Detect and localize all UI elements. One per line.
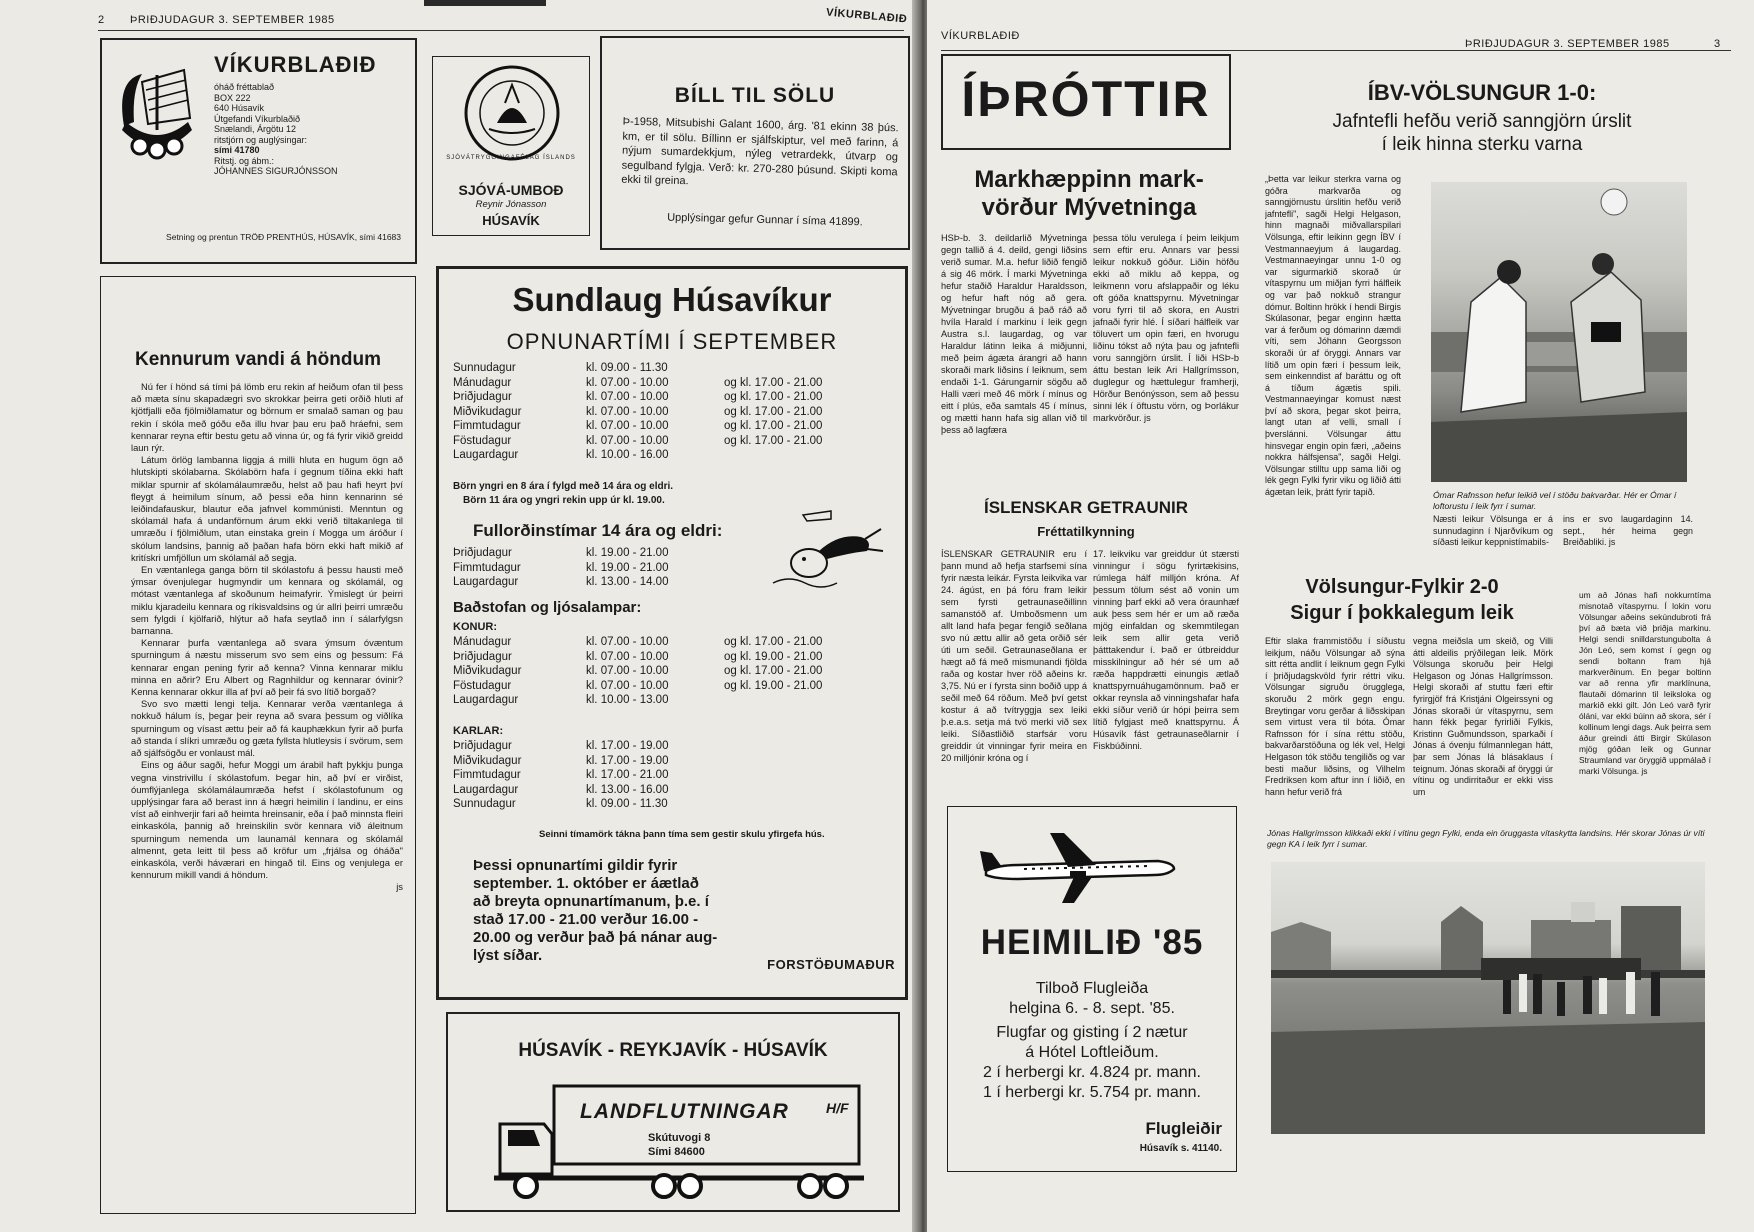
seal-text: SJÓVÁTRYGGINGAFÉLAG ÍSLANDS (446, 155, 576, 161)
fylkir-column-1: Eftir slaka frammistöðu í síðustu leikjum, náðu Völsungar að sýna sitt rétta andlit í leiknum gegn Fylki í þriðjudagskvöld fyrir réttri viku. Völsungar sigruðu örugglega, skoruðu 2 mörk gegn engu. Breytingar voru gerðar á liðsskipan sem virtust vera til bóta. Ómar Rafnsson fór í sína réttu stöðu, bakvarðarstöðuna og lék vel, Helgi Helgason tók stöðu tengiliðs og var besti maður liðsins, og Vilhelm Fredriksen kom aftur inn í liðið, en hann hefur verið frá (1265, 636, 1405, 797)
pool-subtitle: OPNUNARTÍMI Í SEPTEMBER (506, 329, 838, 354)
airplane-icon (978, 831, 1178, 911)
getraunir-subhead: Fréttatilkynning (1037, 524, 1135, 539)
car-ad-contact: Upplýsingar gefur Gunnar í síma 41899. (667, 211, 863, 229)
ibv-subhead: Jafntefli hefðu verið sanngjörn úrslit í leik hinna sterku varna (1332, 111, 1632, 155)
freight-phone: Sími 84600 (648, 1146, 705, 1158)
car-ad-body: Þ-1958, Mitsubishi Galant 1600, árg. '81 ekinn 38 þús. km, er til sölu. Bíllinn er sjálfskiptur, vel með farinn, á nýjum sumardekkjum, nýleg vetrardekk, útvarp og segulband fylgja. Verð: kr. 270-280 þúsund. Skipti koma ekki til greina. (621, 115, 899, 188)
folio-number: 2 (98, 14, 105, 26)
getraunir-column-1: ÍSLENSKAR GETRAUNIR eru í þann mund að hefja starfsemi sína fyrir næsta leikár. Fyrsta leikvika var 24. ágúst, en þá fóru fram leikir sem fyrsti getraunaseðillinn samanstóð af. Umboðsmenn um allt land hafa þegar fengið seðlana svo nú ættu allir að geta orðið sér úti um seðil. Getraunaseðlana er hægt að fá með mismunandi fjölda raða og kostar hver röð aðeins kr. 3,75. Nú er í fyrsta sinn boðið upp á seðil með 64 röðum. Með því getst kostur á að tvítryggja sex leiki þ.e.a.s. setja má tvö merki við sex leiki. Síðastliðið starfsár voru greiddir út vinningar fyrir meira en 20 milljónir króna og í (941, 549, 1087, 763)
pool-signature: FORSTÖÐUMAÐUR (767, 957, 895, 972)
schedule-row: Fimmtudagur kl. 17.00 - 21.00 (453, 769, 669, 782)
sjova-name: SJÓVÁ-UMBOÐ (458, 182, 564, 198)
swimmer-cartoon-icon (769, 507, 889, 589)
schedule-row: Fimmtudagur kl. 19.00 - 21.00 (453, 561, 669, 574)
freight-ad (446, 1012, 900, 1212)
schedule-row: Sunnudagur kl. 09.00 - 11.30 (453, 362, 668, 375)
freight-suffix: H/F (826, 1100, 849, 1116)
ibv-body-2a: Næsti leikur Völsunga er á sunnudaginn í Njarðvíkum og síðasti leikur keppnistímabils- (1433, 514, 1553, 548)
heimilid-offer: Tilboð Flugleiða helgina 6. - 8. sept. '85. Flugfar og gisting í 2 nætur á Hótel Loftleiðum. 2 í herbergi kr. 4.824 pr. mann. 1 í herbergi kr. 5.754 pr. mann. (983, 980, 1201, 1101)
fylkir-column-3: um að Jónas hafi nokkurntíma misnotað vítaspyrnu. Í lokin voru Völsungar aðeins sekúndubroti frá því að bæta við þriðja markinu. Helgi sendi snilldarstungubolta á Jón Leó, sem komst í gegn og sendi boltann fram hjá markverðinum. En þegar boltinn var að renna yfir marklínuna, flautaði dómarinn til leiksloka og markið ekki gilt. Jón Leó varð fyrir óláni, var ekki búinn að skora, sér í kollinum lengi dags. Auk þeirra sem áður greindi átti Birgir Skúlason mjög góðan leik og Gunnar Straumland var öryggið uppmálað í marki Völsunga. js (1579, 590, 1711, 776)
folio-paper-name: VÍKURBLAÐIÐ (941, 30, 1020, 42)
editorial-box (100, 276, 416, 1214)
editorial-body: Nú fer í hönd sá tími þá lömb eru rekin af heiðum ofan til þess að mæta sínu skapadægri svo skrokkar þeirra geti orðið hluti af kjötfjalli eða fjölmiðlamatur og börnum er smalað saman og þau rekin í skóla með góðu eða illu hvar þau eru það hráefni, sem kennarar reyna eftir bestu getu að vinna úr, og fá fyrir vikið greidd laun rýr. Látum örlög lambanna liggja á milli hluta en hugum ögn að hlutskipti skólabarna. Skólabörn hafa í gegnum tíðina ekki haft miklar spurnir af skólamálaumræðu, helst að þau hafi heyrt því fleygt á heimilum sínum, að þessi eða hinn kennarinn sé leiðindafauskur, blautur eða jafnvel kommúnisti. Menntun og skólamál hafa á undanförnum árum ekki verið tiltakanlega til umræðu í fjölmiðlum, utan einstaka grein í Mogga um áróður í skólum landsins, þannig að þaðan hafa börn ekki haft mikið af kritískri umfjöllun um skólamál að segja. En væntanlega ganga börn til skólastofu á þessu hausti með ýmsar óvenjulegar hugmyndir um kennara og skólamál, og mótast væntanlega af skoðunum heimafyrir. Ýmislegt úr þeirri miklu kjaradeilu kennara og ríkisvaldsins og úr allri þeirri umræðu sem fylgdi í kjölfarið, hlýtur að hafa seytlað inn í sálarfylgsn barnanna. Kennarar þurfa væntanlega að svara ýmsum óvæntum spurningum á næstu misserum svo sem eins og þessum: Fá kennarar engan pening fyrir að kenna? Vinna kennarar miklu minna en aðrir? Eru Albert og Ragnhildur og kennarar óvinir? Kenna kennarar okkur illa af því að þeir fá svo lítið borgað? Svo svo mætti lengi telja. Kennarar verða væntanlega á nokkuð hálum ís, þegar þeir reyna að svara þessum og viðlíka spurningum og vísast ættu þeir að fá kauphækkun fyrir að þurfa að standa í slíkri umræðu og gæta fyllsta hlutleysis í svörum, sem að sjálfsögðu er vonlaust mál. Eins og áður sagði, hefur Moggi um árabil haft þykkju þunga vegna vinstrivillu í skólastofum. Þegar hin, að því er virðist, óumflýjanlega skólamálaumræða hefst í skólastofunum og upplýsingar fara að berast inn á hægri heimilin í landinu, er eins víst að einhverjir fari að heimta hreinsanir, eða í það minnsta fleiri einkaskóla, þannig að hreinskilin svör kennara við áleitnum spurningum nemenda um launamál kennara og skólamál almennt, geta leitt til þess að kröfur um „frjálsa og óháða" einkaskóla, verði háværari en hingað til. Eins og venjulega er kennurum mikill vandi á höndum. js (131, 381, 403, 893)
women-label: KONUR: (453, 621, 497, 633)
editorial-headline: Kennurum vandi á höndum (135, 349, 381, 370)
myvetn-column-2: þessa tölu verulega í þeim leikjum sem eftir eru. Annars var þessi leikur nokkuð góður. Liðin höfðu ekki að miklu að keppa, og leikmenn voru afslappaðir og léku oft góða knattspyrnu. Mývetningar voru fyrri til að skora, en Austri jafnaði fyrir hlé. Í síðari hálfleik var töluvert um opin færi, en hvorugu liðinu tókst að nýta þau og jafntefli voru sanngjörn úrslit. Í liði HSÞ-b áttu bestan leik Ari Hallgrímsson, duglegur og hættulegur framherji, Hörður Benónýsson, sem að þessu sinni lék í öftustu vörn, og Þorlákur markvörður. js (1093, 233, 1239, 423)
football-header-illustration (1431, 182, 1687, 482)
section-title: ÍÞRÓTTIR (961, 71, 1211, 127)
pool-title: Sundlaug Húsavíkur (512, 281, 832, 318)
right-page (927, 0, 1754, 1232)
header-duel-photo (1431, 182, 1687, 482)
ibv-body-2b: ins er svo laugardaginn 14. sept., hér heima gegn Breiðabliki. js (1563, 514, 1693, 548)
heimilid-brand: Flugleiðir (1145, 1119, 1222, 1138)
myvetn-column-1: HSÞ-b. 3. deildarlið Mývetninga gegn tallið á 4. deild, gengi liðsins verið sumar. M.a. hefur liðið fengið á sig 46 mörk. Í marki Mývetninga hefur staðið Haraldur Haraldsson, og hefur haft nóg að gera. Mývetningar brugðu á það ráð að hvíla Harald í markinu í leik gegn Austra s.l. laugardag, og var Haraldur látinn leika á miðjunni, með þeim ágæta árangri að hann skoraði mark liðsins í leiknum, sem endaði 1-1. Gárungarnir sögðu að Halli væri með 46 mörk í mínus og eitt í plús, eða samtals 45 í mínus, og mætti hann hafa sig allan við til þess að lagfæra (941, 233, 1087, 435)
schedule-row: Föstudagur kl. 07.00 - 10.00 og kl. 19.00 - 21.00 (453, 679, 823, 692)
children-note-2: Börn 11 ára og yngri rekin upp úr kl. 19.00. (463, 495, 665, 506)
folio-date: ÞRIÐJUDAGUR 3. SEPTEMBER 1985 (1465, 38, 1670, 50)
closing-note: Seinni tímamörk tákna þann tíma sem gestir skulu yfirgefa hús. (539, 829, 825, 840)
schedule-row: Sunnudagur kl. 09.00 - 11.30 (453, 798, 668, 811)
penalty-kick-photo (1271, 862, 1705, 1134)
viking-ship-logo-icon (112, 60, 202, 180)
getraunir-headline: ÍSLENSKAR GETRAUNIR (983, 498, 1188, 517)
adults-title: Fullorðinstímar 14 ára og eldri: (473, 521, 723, 540)
pool-notice: Þessi opnunartími gildir fyrir september. 1. október er áætlað að breyta opnunartímanum, þ.e. í stað 17.00 - 21.00 verður 16.00 - 20.00 og verður það þá nánar aug- lýst síðar. (473, 857, 718, 964)
masthead-title: VÍKURBLAÐIÐ (214, 52, 377, 77)
schedule-row: Laugardagur kl. 10.00 - 16.00 (453, 449, 669, 462)
myvetn-headline: Markhæppinn mark- vörður Mývetninga (974, 166, 1204, 221)
ibv-photo-caption: Ómar Rafnsson hefur leikið vel í stöðu bakvarðar. Hér er Ómar í loftorustu í leik fyrr í sumar. (1433, 490, 1677, 511)
folio-date: ÞRIÐJUDAGUR 3. SEPTEMBER 1985 (130, 14, 335, 26)
printer-credit: Setning og prentun TRÖÐ PRENTHÚS, HÚSAVÍK, sími 41683 (166, 232, 401, 242)
sjova-town: HÚSAVÍK (482, 213, 540, 228)
masthead-info: óháð fréttablað BOX 222 640 Húsavík Útgefandi Víkurblaðið Snælandi, Árgötu 12 ritstjórn og auglýsingar: sími 41780 Ritstj. og ábm.: JÓHANNES SIGURJÓNSSON (214, 82, 338, 176)
car-ad-title: BÍLL TIL SÖLU (674, 84, 836, 107)
penalty-scene-illustration (1271, 862, 1705, 1134)
schedule-row: Miðvikudagur kl. 07.00 - 10.00 og kl. 17.00 - 21.00 (453, 405, 823, 418)
schedule-row: Laugardagur kl. 13.00 - 14.00 (453, 576, 669, 589)
schedule-row: Mánudagur kl. 07.00 - 10.00 og kl. 17.00 - 21.00 (453, 376, 823, 389)
folio-rule (98, 30, 904, 31)
gutter-masthead-fragment: VÍKURBLAÐIÐ (825, 6, 908, 26)
schedule-row: Þriðjudagur kl. 07.00 - 10.00 og kl. 17.00 - 21.00 (453, 391, 823, 404)
freight-address: Skútuvogi 8 (648, 1132, 711, 1144)
schedule-row: Þriðjudagur kl. 17.00 - 19.00 (453, 740, 669, 753)
schedule-row: Þriðjudagur kl. 19.00 - 21.00 (453, 547, 669, 560)
fylkir-column-2: vegna meiðsla um skeið, og Villi átti aldeilis prýðilegan leik. Mörk Völsunga skoruðu þeir Helgi Helgason og Jónas Hallgrímsson. Helgi skoraði af stuttu færi eftir fyrirgjöf frá Kristjáni Olgeirssyni og Jónas skoraði úr vítaspyrnu, sem hann fékk þegar fyrirliði Fylkis, Kristinn Guðmundsson, sparkaði í Jónas á óvenju fúlmannlegan hátt, þar sem Jónas lá blásaklaus í teignum. Jónas skoraði af öryggi úr vítinu og undirritaður er ekki viss um (1413, 636, 1553, 797)
men-table (453, 739, 724, 812)
sports-section-banner (941, 54, 1231, 150)
sauna-title: Baðstofan og ljósalampar: (453, 599, 642, 616)
ibv-headline: ÍBV-VÖLSUNGUR 1-0: (1367, 80, 1597, 105)
masthead-box (100, 38, 417, 264)
fylkir-headline: Völsungur-Fylkir 2-0 Sigur í þokkalegum leik (1290, 576, 1514, 624)
car-for-sale-ad (600, 36, 910, 250)
schedule-row: Fimmtudagur kl. 07.00 - 10.00 og kl. 17.00 - 21.00 (453, 420, 823, 433)
freight-route: HÚSAVÍK - REYKJAVÍK - HÚSAVÍK (518, 1040, 828, 1061)
fylkir-photo-caption: Jónas Hallgrímsson klikkaði ekki í vítinu gegn Fylki, enda ein öruggasta vítaskytta landsins. Hér skorar Jónas úr víti gegn KA í leik fyrr í sumar. (1267, 828, 1705, 849)
pool-schedule-table (453, 361, 884, 463)
schedule-row: Þriðjudagur kl. 07.00 - 10.00 og kl. 19.00 - 21.00 (453, 650, 823, 663)
schedule-row: Mánudagur kl. 07.00 - 10.00 og kl. 17.00 - 21.00 (453, 636, 823, 649)
schedule-row: Föstudagur kl. 07.00 - 10.00 og kl. 17.00 - 21.00 (453, 434, 823, 447)
women-table (453, 635, 884, 708)
freight-company: LANDFLUTNINGAR (580, 1100, 789, 1123)
adults-table (453, 546, 724, 590)
heimilid-ad (947, 806, 1237, 1172)
heimilid-contact: Húsavík s. 41140. (1139, 1143, 1222, 1154)
schedule-row: Miðvikudagur kl. 17.00 - 19.00 (453, 754, 669, 767)
sjova-ad (432, 56, 590, 236)
schedule-row: Miðvikudagur kl. 07.00 - 10.00 og kl. 17.00 - 21.00 (453, 665, 823, 678)
men-label: KARLAR: (453, 725, 504, 737)
children-note-1: Börn yngri en 8 ára í fylgd með 14 ára og eldri. (453, 481, 674, 492)
folio-rule (941, 50, 1731, 51)
swimming-pool-ad (436, 266, 908, 1000)
insurance-seal-icon (449, 63, 575, 163)
heimilid-title: HEIMILIÐ '85 (980, 923, 1204, 962)
folio-number: 3 (1714, 38, 1721, 50)
schedule-row: Laugardagur kl. 13.00 - 16.00 (453, 783, 669, 796)
ibv-body: „Þetta var leikur sterkra varna og góðra markvarða og sanngjörnustu úrslitin hefðu verið jafntefli", sagði Helgi Helgason, hinn magnaði miðvallarspilari Völsunga, eftir leikinn gegn ÍBV í Vestmannaeyjum á laugardag. Vestmannaeyingar unnu 1-0 og var sigurmarkið skorað úr vítaspyrnu um miðjan fyrri hálfleik og var það nokkuð strangur dómur. Boltinn hrökk í hendi Birgis Skúlasonar, þegar enginn hætta var á ferðum og dómarinn dæmdi víti, sem Jóhann Georgsson skoraði úr af öryggi. Annars var lítið um opin færi í þessum leik, sem einkenndist af baráttu og oft á tíðum ágætis spili. Vestmannaeyingar komust næst því að skora, þegar skot þeirra, langt utan af velli, small í þverslánni. Völsungar áttu hinsvegar engin opin færi, „aðeins nokkra hálfsjensa", sagði Helgi. Völsungar stilltu upp sama liði og lék gegn Fylki fyrir viku og liðið átti ágætan leik, þrátt fyrir tapið. (1265, 174, 1401, 498)
getraunir-column-2: 17. leikviku var greiddur út stærsti vinningur í sögu fyrirtækisins, rúmlega hálf milljón króna. Af þessum tölum sést að vonin um vinning þarf ekki að vera óraunhæf auk þess sem hér er um að ræða mjög einfaldan og skemmtilegan leik sem allir geta verið þátttakendur í. Það er útbreiddur misskilningur að hér sé um að ræða happdrætti einungis ætlað knattspyrnuáhugamönnum. Það er okkar reynsla að vinningshafar hafa ekki síður verið úr hópi þeirra sem lítið fylgjast með knattspyrnu. Á Húsavík fást getraunaseðlarnir í Fiskbúðinni. (1093, 549, 1239, 751)
sjova-person: Reynir Jónasson (475, 199, 547, 210)
top-dark-strip (424, 0, 546, 6)
schedule-row: Laugardagur kl. 10.00 - 13.00 (453, 694, 669, 707)
